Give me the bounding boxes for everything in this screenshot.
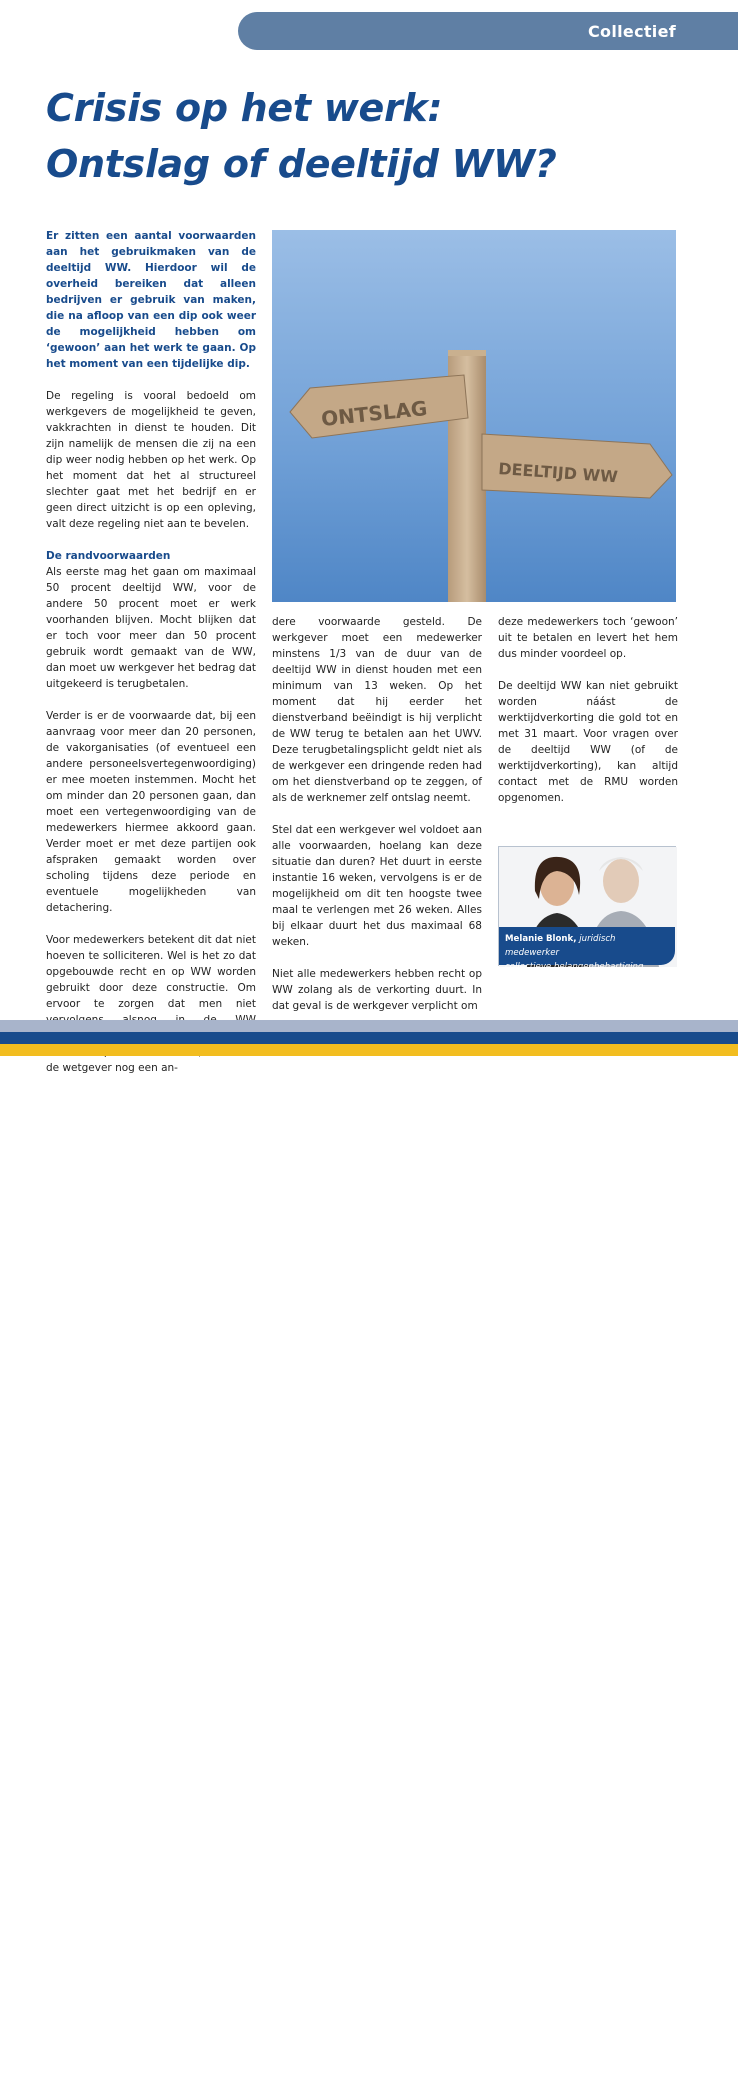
section-tab-label: Collectief [588, 22, 676, 41]
paragraph-6: Niet alle medewerkers hebben recht op WW zolang als de verkorting duurt. In dat geval is de werkgever verplicht om [272, 968, 482, 1012]
portrait-caption [499, 927, 675, 972]
text-column-3 [498, 614, 678, 822]
author-role-line-2: collectieve belangenbehartiging [505, 962, 644, 972]
section-tab [238, 12, 738, 50]
paragraph-3: Verder is er de voorwaarde dat, bij een aanvraag voor meer dan 20 personen, de vakorganisaties (of eventueel een andere personeelsvertegenwoordiging) er mee moeten instemmen. Mocht het om minder dan 20 personen gaan, dan moet een vertegenwoordiging van de medewerkers hiermee akkoord gaan. Verder moet er met deze partijen ook afspraken gemaakt worden over scholing tijdens deze periode en eventuele mogelijkheden van detachering. [46, 710, 256, 914]
paragraph-7: De deeltijd WW kan niet gebruikt worden náást de werktijdverkorting die gold tot en met 31 maart. Voor vragen over de deeltijd WW (of de werktijdverkorting), kan altijd contact met de RMU worden opgenomen. [498, 680, 678, 804]
paragraph-4: Voor medewerkers betekent dit dat niet hoeven te solliciteren. Wel is het zo dat opgebouwde recht en op WW worden gebruikt door deze constructie. Om ervoor te zorgen dat men niet de wetgever nog een an- [46, 934, 256, 1074]
title-line-1: Crisis op het werk: [46, 86, 443, 130]
footer-band-yellow [0, 1044, 738, 1056]
subheading-randvoorwaarden: De randvoorwaarden [46, 550, 171, 562]
text-column-1 [46, 228, 256, 1076]
page-number: 27 [662, 2065, 674, 2075]
intro-paragraph: Er zitten een aantal voorwaarden aan het gebruikmaken van de deeltijd WW. Hierdoor wil de overheid bereiken dat alleen bedrijven er gebruik van maken, die na afloop van een dip ook weer de mogelijkheid hebben om ‘gewoon’ aan het werk te gaan. Op het moment van een tijdelijke dip. [46, 230, 256, 370]
title-line-2: Ontslag of deeltijd WW? [46, 142, 557, 186]
paragraph-4-continued: dere voorwaarde gesteld. De werkgever moet een medewerker minstens 1/3 van de duur van de deeltijd WW in dienst houden met een minimum van 13 weken. Op het moment dat hij eerder het dienstverband beëindigt is hij verplicht de WW terug te betalen aan het UWV. Deze terugbetalingsplicht geldt niet als de werkgever een dringende reden had om het dienstverband op te zeggen, of als de werknemer zelf ontslag neemt. [272, 616, 482, 804]
author-role-line-1: juridisch medewerker [505, 934, 616, 958]
author-name: Melanie Blonk, [505, 934, 577, 944]
paragraph-2: Als eerste mag het gaan om maximaal 50 procent deeltijd WW, voor de andere 50 procent moet er werk voorhanden blijven. Mocht blijken dat er toch voor meer dan 50 procent gebruik wordt gemaakt van de WW, dan moet uw werkgever het bedrag dat uitgekeerd is terugbetalen. [46, 566, 256, 690]
sign-right-text: DEELTIJD WW [497, 459, 619, 487]
sign-left-text: ONTSLAG [320, 395, 429, 431]
footer-band-light [0, 1020, 738, 1032]
author-portrait [498, 846, 676, 972]
paragraph-1: De regeling is vooral bedoeld om werkgevers de mogelijkheid te geven, vakkrachten in dienst te houden. Dit zijn namelijk de mensen die zij na een dip weer nodig hebben op het werk. Op het moment dat het al structureel slechter gaat met het bedrijf en er geen direct uitzicht is op een opleving, valt deze regeling niet aan te bevelen. [46, 390, 256, 530]
text-column-2 [272, 614, 482, 1014]
signpost-illustration [272, 230, 676, 602]
footer-band-blue [0, 1032, 738, 2075]
paragraph-6-continued: deze medewerkers toch ‘gewoon’ uit te betalen en levert het hem dus minder voordeel op. [498, 616, 678, 660]
paragraph-5: Stel dat een werkgever wel voldoet aan alle voorwaarden, hoelang kan deze situatie dan duren? Het duurt in eerste instantie 16 weken, vervolgens is er de mogelijkheid om dit ten hoogste twee maal te verlengen met 26 weken. Alles bij elkaar duurt het dus maximaal 68 weken. [272, 824, 482, 948]
signpost-photo [272, 230, 676, 602]
article-title [46, 80, 706, 192]
